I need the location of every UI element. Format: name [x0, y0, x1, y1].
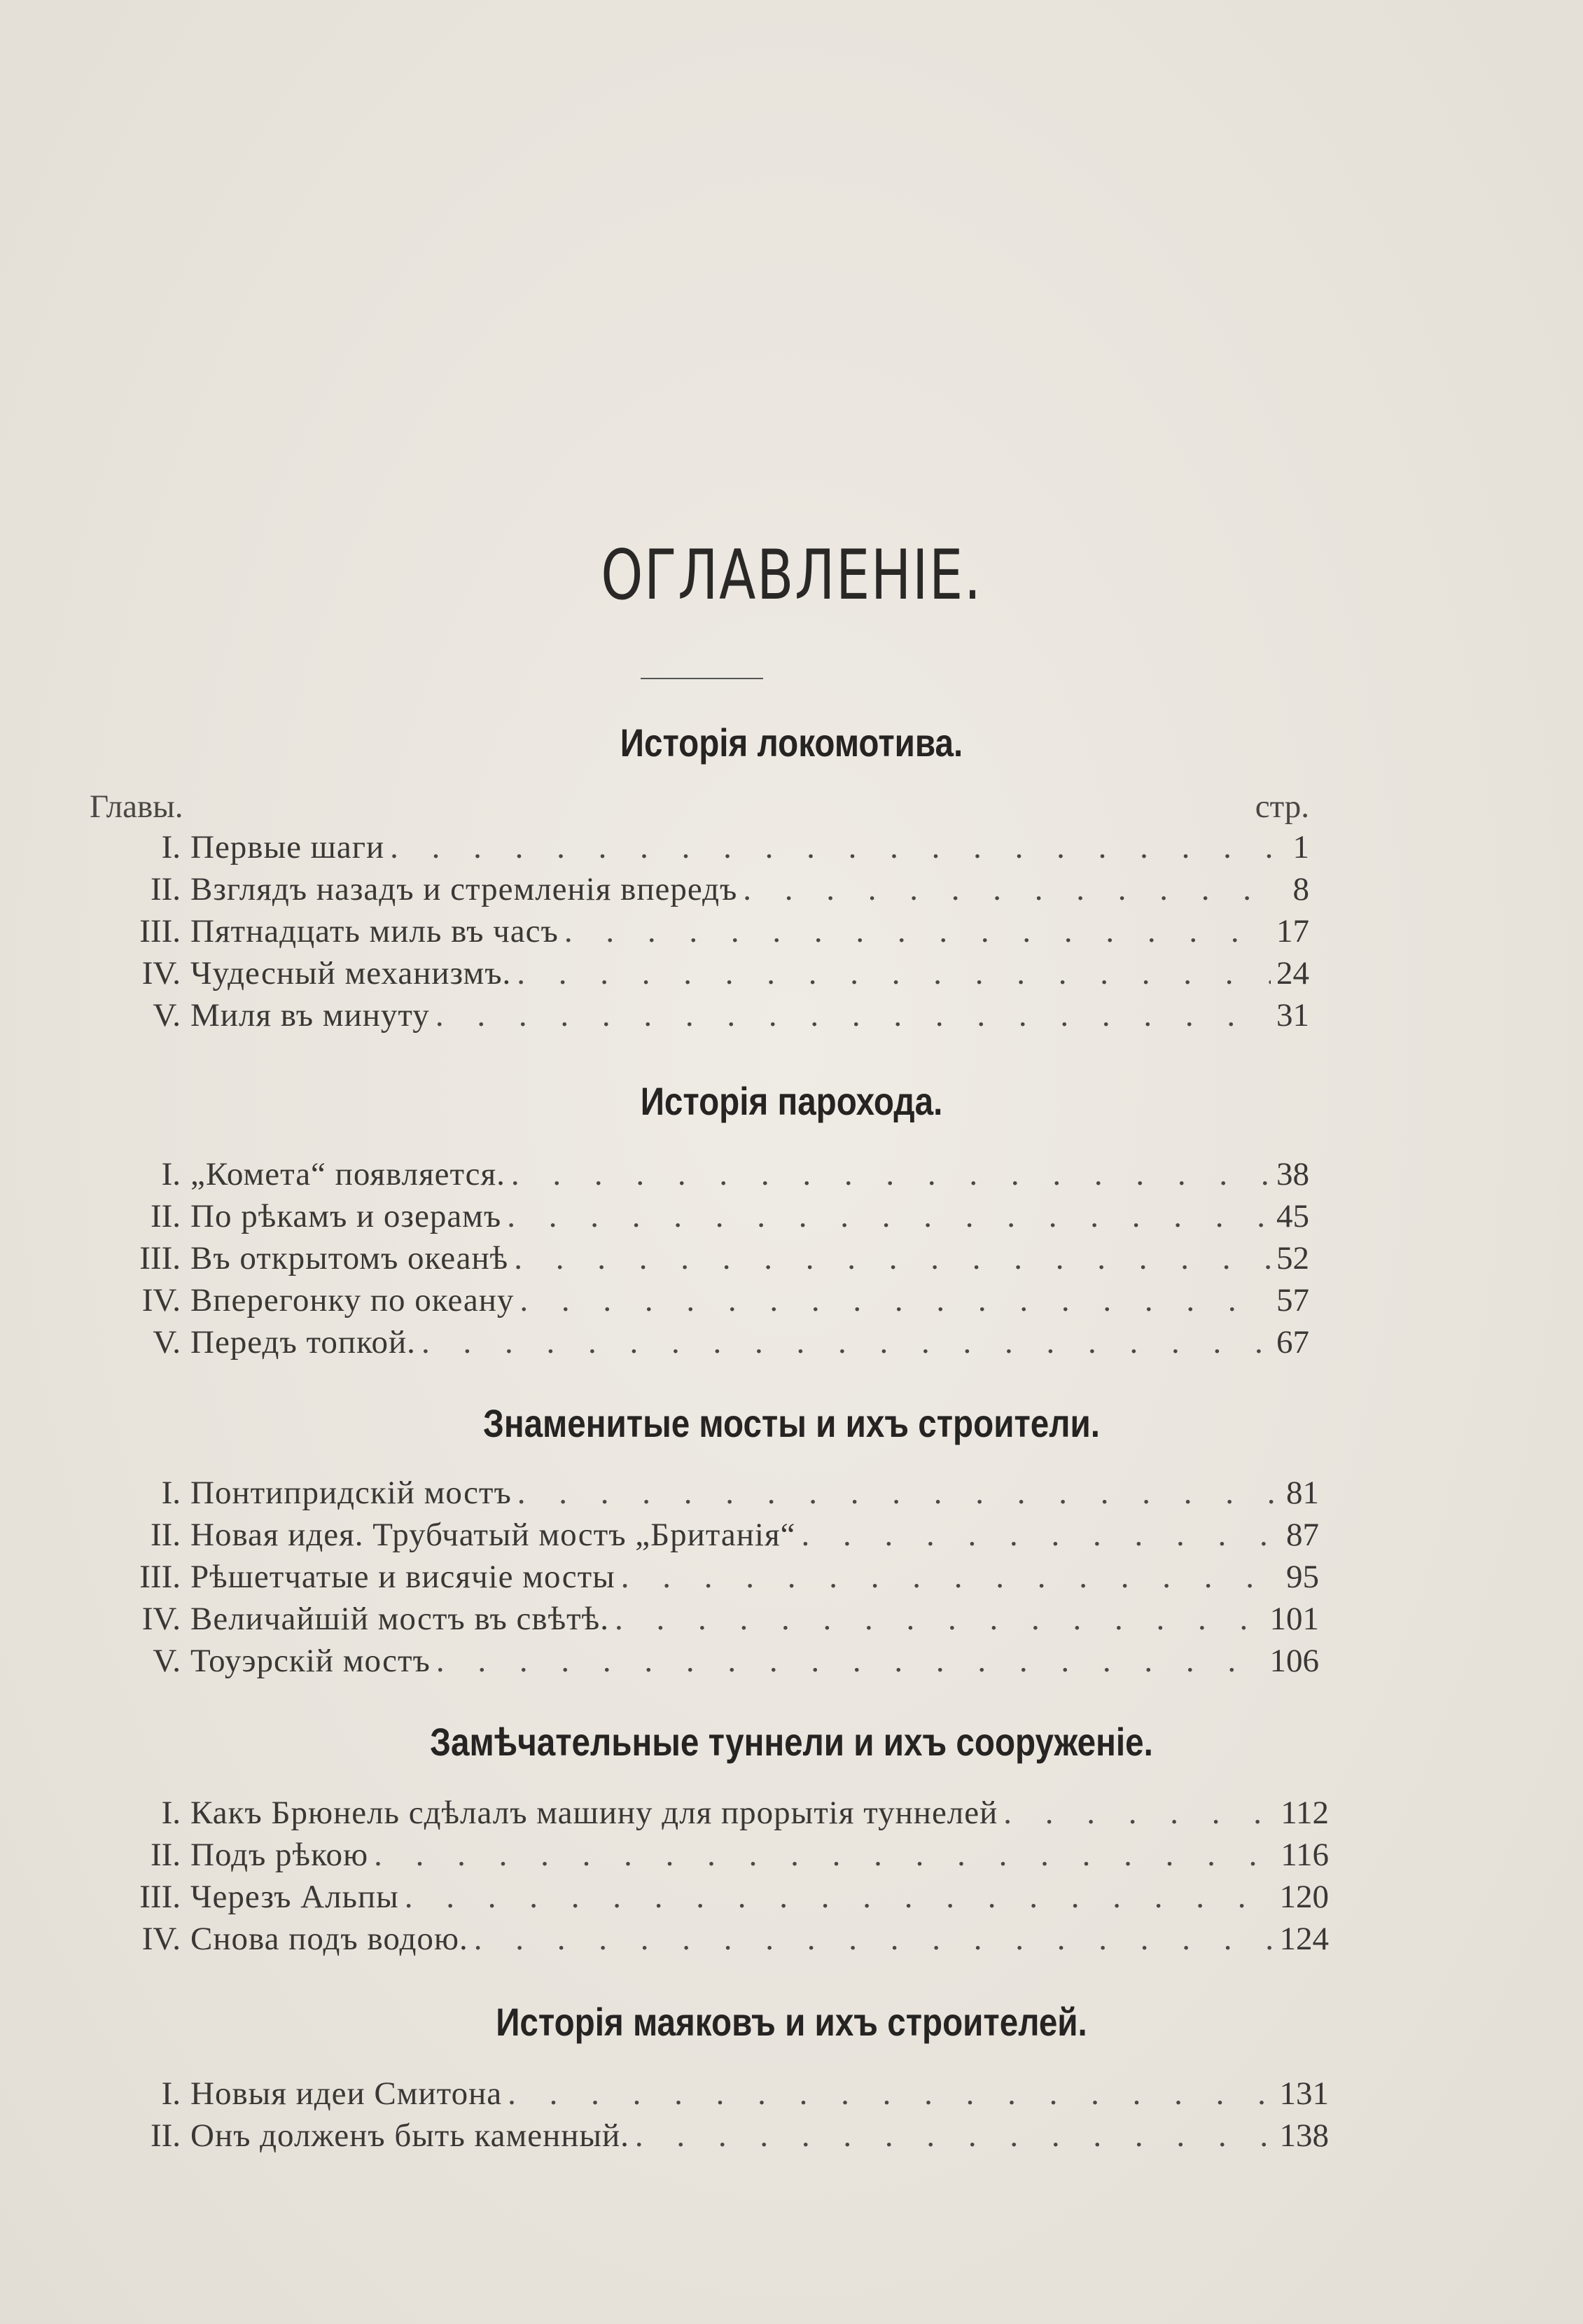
chapter-title: Въ открытомъ океанѣ	[190, 1240, 509, 1276]
page-number: 124	[1279, 1921, 1329, 1957]
chapter-title: Какъ Брюнель сдѣлалъ машину для прорытія туннелей	[190, 1795, 998, 1831]
toc-entry[interactable]	[90, 1600, 1319, 1642]
leader-dots	[517, 954, 1271, 992]
leader-dots	[564, 912, 1271, 950]
leader-dots	[421, 1323, 1271, 1361]
toc-entry[interactable]	[90, 1281, 1309, 1323]
chapter-title: По рѣкамъ и озерамъ	[190, 1198, 502, 1234]
leader-dots	[635, 2117, 1274, 2155]
page-number: 131	[1279, 2075, 1329, 2112]
chapter-number: II.	[150, 1198, 181, 1234]
page-number: 8	[1292, 871, 1309, 907]
page-number: 87	[1286, 1517, 1319, 1553]
chapter-number: IV.	[141, 1921, 181, 1957]
toc-entry[interactable]	[90, 870, 1309, 912]
chapter-number: IV.	[141, 955, 181, 991]
chapter-number: V.	[153, 1324, 181, 1361]
leader-dots	[615, 1600, 1264, 1638]
chapter-title: Новыя идеи Смитона	[190, 2075, 503, 2112]
toc-entry[interactable]	[90, 1836, 1329, 1878]
leader-dots	[514, 1239, 1271, 1277]
chapter-number: II.	[150, 1517, 181, 1553]
chapter-title: Рѣшетчатые и висячіе мосты	[190, 1559, 615, 1595]
page-number: 24	[1276, 955, 1309, 991]
leader-dots	[621, 1558, 1281, 1596]
page-number: 17	[1276, 913, 1309, 949]
chapter-number: II.	[150, 871, 181, 907]
chapter-number: II.	[150, 2117, 181, 2154]
toc-entry[interactable]	[90, 1794, 1329, 1836]
chapter-number: III.	[139, 1879, 181, 1915]
toc-entry[interactable]	[90, 1642, 1319, 1684]
page-number: 57	[1276, 1282, 1309, 1318]
chapter-number: I.	[161, 1795, 181, 1831]
pages-label: стр.	[1255, 788, 1309, 825]
page-number: 81	[1286, 1475, 1319, 1511]
toc-entry[interactable]	[90, 1155, 1309, 1197]
page-number: 31	[1276, 997, 1309, 1034]
chapter-number: I.	[161, 1156, 181, 1192]
leader-dots	[374, 1836, 1275, 1874]
chapter-title: Подъ рѣкою	[190, 1837, 369, 1873]
chapter-title: Черезъ Альпы	[190, 1879, 399, 1915]
chapter-title: Понтипридскій мостъ	[190, 1475, 512, 1511]
chapter-number: III.	[139, 1240, 181, 1276]
page-number: 101	[1269, 1601, 1319, 1637]
chapter-title: „Комета“ появляется.	[190, 1156, 505, 1192]
section-title: Замѣчательные туннели и ихъ сооруженіе.	[430, 1720, 1153, 1764]
chapter-number: V.	[153, 997, 181, 1034]
chapter-title: Величайшій мостъ въ свѣтѣ.	[190, 1601, 609, 1637]
leader-dots	[801, 1516, 1281, 1554]
chapter-title: Чудесный механизмъ.	[190, 955, 512, 991]
chapter-number: V.	[153, 1643, 181, 1679]
chapter-title: Онъ долженъ быть каменный.	[190, 2117, 629, 2154]
chapter-title: Новая идея. Трубчатый мостъ „Британія“	[190, 1517, 796, 1553]
chapter-number: III.	[139, 913, 181, 949]
section-title: Исторія локомотива.	[620, 721, 963, 765]
chapter-number: IV.	[141, 1601, 181, 1637]
chapter-title: Тоуэрскій мостъ	[190, 1643, 431, 1679]
toc-entry[interactable]	[90, 996, 1309, 1038]
chapter-title: Первые шаги	[190, 829, 385, 865]
leader-dots	[390, 828, 1276, 866]
page-number: 116	[1281, 1837, 1329, 1873]
toc-entry[interactable]	[90, 828, 1309, 870]
toc-entry[interactable]	[90, 1878, 1329, 1920]
leader-dots	[405, 1878, 1274, 1916]
toc-entry[interactable]	[90, 2117, 1329, 2159]
page-title: ОГЛАВЛЕНІЕ.	[601, 536, 982, 615]
page-number: 120	[1279, 1879, 1329, 1915]
chapter-title: Снова подъ водою.	[190, 1921, 468, 1957]
chapter-title: Передъ топкой.	[190, 1324, 416, 1361]
page-number: 95	[1286, 1559, 1319, 1595]
page-number: 112	[1281, 1795, 1329, 1831]
toc-entry[interactable]	[90, 1197, 1309, 1239]
page-number: 106	[1269, 1643, 1319, 1679]
page-number: 67	[1276, 1324, 1309, 1361]
page-number: 138	[1279, 2117, 1329, 2154]
leader-dots	[508, 2075, 1274, 2113]
chapter-number: III.	[139, 1559, 181, 1595]
section-title: Знаменитые мосты и ихъ строители.	[483, 1401, 1100, 1445]
chapter-number: I.	[161, 829, 181, 865]
toc-entry[interactable]	[90, 1323, 1309, 1365]
chapter-title: Пятнадцать миль въ часъ	[190, 913, 559, 949]
page-number: 1	[1292, 829, 1309, 865]
section-title: Исторія парохода.	[640, 1079, 943, 1123]
toc-entry[interactable]	[90, 954, 1309, 996]
toc-entry[interactable]	[90, 2075, 1329, 2117]
leader-dots	[435, 996, 1271, 1034]
chapter-title: Миля въ минуту	[190, 997, 430, 1034]
chapters-label: Главы.	[90, 788, 183, 825]
chapter-title: Взглядъ назадъ и стремленія впередъ	[190, 871, 738, 907]
toc-entry[interactable]	[90, 1558, 1319, 1600]
page-number: 38	[1276, 1156, 1309, 1192]
toc-entry[interactable]	[90, 912, 1309, 954]
chapter-number: I.	[161, 1475, 181, 1511]
leader-dots	[511, 1155, 1271, 1193]
leader-dots	[436, 1642, 1264, 1680]
leader-dots	[519, 1281, 1271, 1319]
page-number: 52	[1276, 1240, 1309, 1276]
title-divider	[641, 678, 763, 679]
chapter-number: II.	[150, 1837, 181, 1873]
leader-dots	[1003, 1794, 1275, 1832]
leader-dots	[474, 1920, 1274, 1958]
leader-dots	[743, 870, 1276, 908]
leader-dots	[517, 1474, 1281, 1512]
page-number: 45	[1276, 1198, 1309, 1234]
toc-entry[interactable]	[90, 1239, 1309, 1281]
toc-entry[interactable]	[90, 1516, 1319, 1558]
chapter-number: I.	[161, 2075, 181, 2112]
chapter-title: Вперегонку по океану	[190, 1282, 515, 1318]
leader-dots	[507, 1197, 1271, 1235]
chapter-number: IV.	[141, 1282, 181, 1318]
toc-entry[interactable]	[90, 1920, 1329, 1962]
toc-entry[interactable]	[90, 1474, 1319, 1516]
section-title: Исторія маяковъ и ихъ строителей.	[496, 2000, 1087, 2044]
